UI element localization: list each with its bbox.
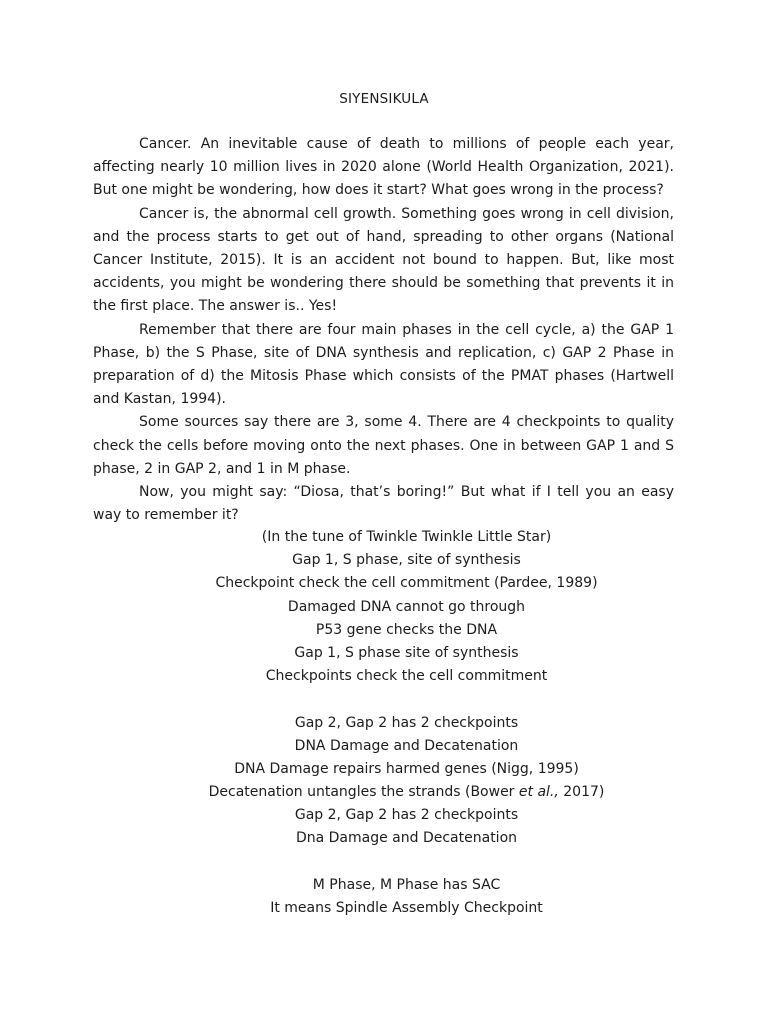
lyric-line: Damaged DNA cannot go through (287, 598, 526, 615)
lyric-line: DNA Damage and Decatenation (294, 737, 519, 754)
song-lyrics (93, 526, 720, 920)
lyric-line: Dna Damage and Decatenation (295, 830, 518, 847)
document-title: SIYENSIKULA (339, 91, 429, 107)
lyric-text: Decatenation untangles the strands (Bower (208, 784, 519, 801)
paragraph: Cancer. An inevitable cause of death to millions of people each year, affecting nearly 10 million lives in 2020 alone (World Health Organization, 2021). But one might be wondering, how does it start? What goes wrong in the process? (93, 136, 674, 199)
lyric-line: Checkpoints check the cell commitment (265, 668, 548, 685)
lyric-line: Gap 1, S phase site of synthesis (294, 644, 519, 661)
lyric-line (93, 781, 720, 804)
lyric-line: Gap 2, Gap 2 has 2 checkpoints (294, 714, 519, 731)
lyric-line: DNA Damage repairs harmed genes (Nigg, 1995) (234, 760, 579, 777)
lyric-italic-text: et al., (518, 784, 559, 801)
lyric-line: M Phase, M Phase has SAC (312, 876, 501, 893)
lyric-line: It means Spindle Assembly Checkpoint (270, 900, 543, 916)
paragraph: Remember that there are four main phases in the cell cycle, a) the GAP 1 Phase, b) the S Phase, site of DNA synthesis and replication, c) GAP 2 Phase in preparation of d) the Mitosis Phase which consists of the PMAT phases (Hartwell and Kastan, 1994). (93, 321, 674, 408)
article-body (93, 133, 674, 527)
lyric-line: Gap 2, Gap 2 has 2 checkpoints (294, 807, 519, 824)
paragraph: Cancer is, the abnormal cell growth. Something goes wrong in cell division, and the process starts to get out of hand, spreading to other organs (National Cancer Institute, 2015). It is an accident not bound to happen. But, like most accidents, you might be wondering there should be something that prevents it in the first place. The answer is.. Yes! (93, 205, 674, 315)
paragraph: Some sources say there are 3, some 4. There are 4 checkpoints to quality check the cells before moving onto the next phases. One in between GAP 1 and S phase, 2 in GAP 2, and 1 in M phase. (93, 414, 674, 477)
stanza-break (93, 688, 720, 711)
lyric-text: 2017) (558, 784, 605, 801)
lyric-line: Checkpoint check the cell commitment (Pardee, 1989) (215, 575, 598, 592)
lyric-line: Gap 1, S phase, site of synthesis (292, 552, 521, 569)
paragraph: Now, you might say: “Diosa, that’s boring!” But what if I tell you an easy way to remember it? (93, 484, 674, 524)
stanza-break (93, 851, 720, 874)
song-intro: (In the tune of Twinkle Twinkle Little Star) (261, 529, 552, 545)
lyric-line: P53 gene checks the DNA (315, 621, 498, 638)
